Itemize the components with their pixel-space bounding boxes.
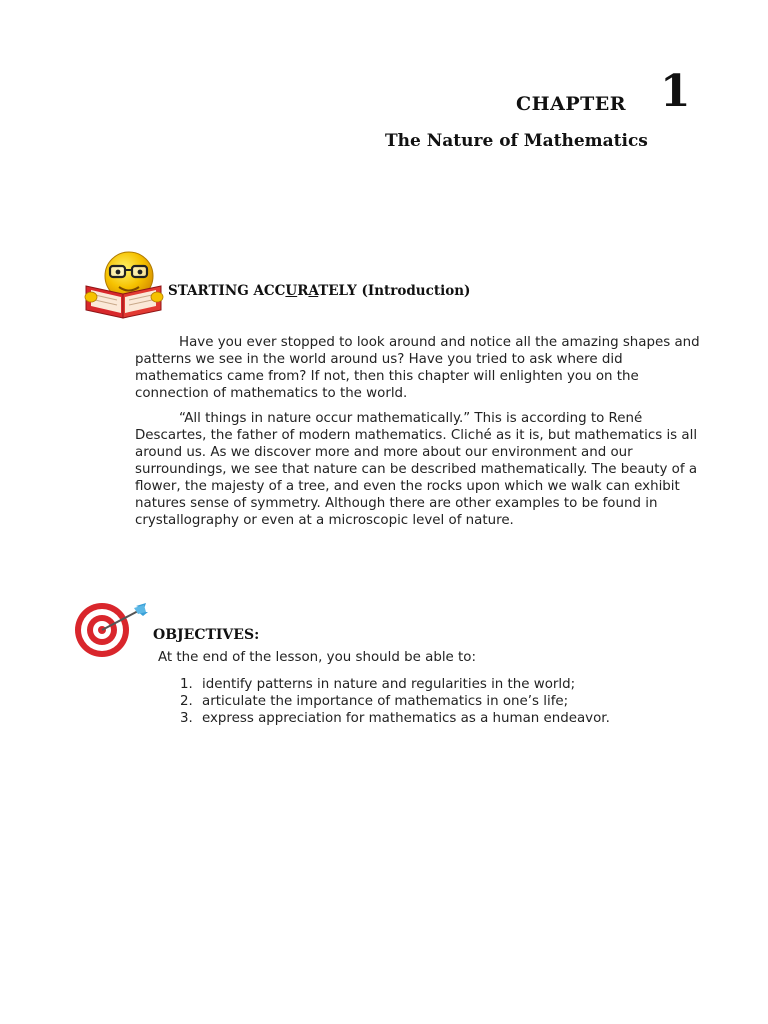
chapter-number: 1 bbox=[660, 66, 691, 117]
list-item: 1. identify patterns in nature and regularities in the world; bbox=[180, 677, 576, 692]
objectives-list bbox=[180, 676, 610, 727]
intro-section-heading: STARTING ACCURATELY (Introduction) bbox=[168, 283, 471, 299]
list-item: 3. express appreciation for mathematics as a human endeavor. bbox=[180, 711, 610, 726]
target-icon bbox=[72, 600, 150, 658]
objectives-heading: OBJECTIVES: bbox=[153, 627, 260, 643]
intro-paragraph-2: “All things in nature occur mathematically.” This is according to René Descartes, the father of modern mathematics. Cliché as it is, but mathematics is all around us. As we discover more and more about our environment and our surroundings, we see that nature can be described mathematically. The beauty of a flower, the majesty of a tree, and even the rocks upon which we walk can exhibit natures sense of symmetry. Although there are other examples to be found in crystallography or even at a microscopic level of nature. bbox=[135, 411, 698, 528]
intro-paragraph-1: Have you ever stopped to look around and notice all the amazing shapes and patterns we see in the world around us? Have you tried to ask where did mathematics came from? If not, then this chapter will enlighten you on the connection of mathematics to the world. bbox=[135, 335, 700, 401]
list-item: 2. articulate the importance of mathematics in one’s life; bbox=[180, 694, 569, 709]
objectives-intro: At the end of the lesson, you should be able to: bbox=[158, 650, 476, 665]
chapter-label: CHAPTER bbox=[516, 93, 627, 115]
chapter-title: The Nature of Mathematics bbox=[385, 131, 648, 151]
reading-smiley-icon bbox=[83, 250, 165, 322]
